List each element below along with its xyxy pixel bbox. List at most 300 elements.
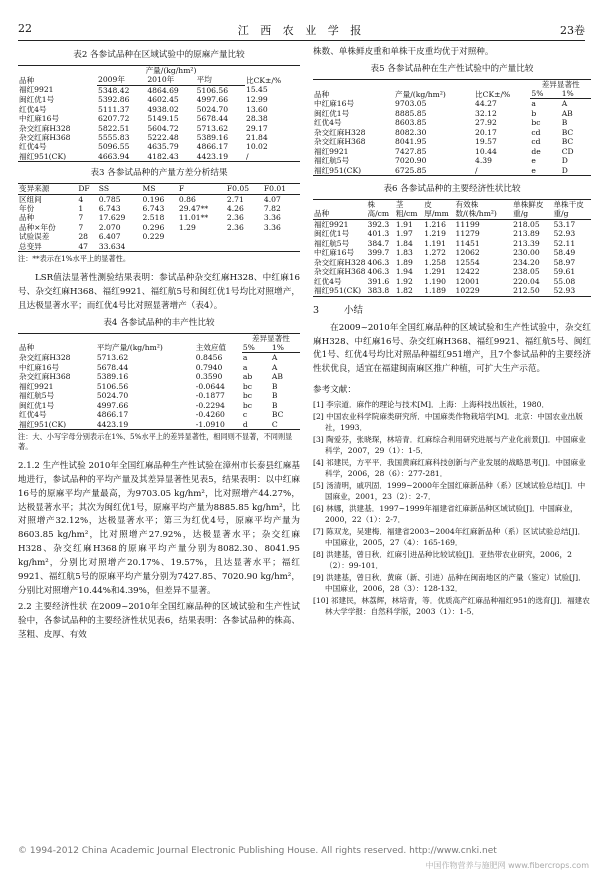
table-cell: 杂交红麻H328 [19,353,71,363]
table-cell: 福红航5号 [314,156,350,166]
table4-header-1: 1% [271,343,300,353]
table-cell: 220.04 [513,276,540,286]
table-cell: cd [531,137,541,147]
table-cell: 0.8456 [195,353,223,363]
table-cell: 1.94 [395,267,413,277]
table-cell: 1.91 [395,219,413,229]
table-cell: 红优4号 [19,410,47,420]
table-cell: 401.3 [367,229,390,239]
section-2-1-2 [18,460,300,599]
table-cell: 中红麻16号 [314,248,355,258]
table-cell: A [271,362,278,372]
table-cell: 12422 [455,267,480,277]
table-cell: 杂交红麻H368 [19,132,71,142]
table-cell: 0.296 [142,222,165,232]
table-cell: 8885.85 [395,108,427,118]
table-cell: 1.89 [395,257,413,267]
table-cell: 32.12 [475,108,497,118]
table-cell: 4182.43 [147,151,179,161]
table-cell: e [531,165,536,175]
table-row [313,118,591,127]
table-cell: ab [242,372,253,382]
table-cell: 福红9921 [314,219,349,229]
table-cell: 58.49 [553,248,576,258]
section-2-1-2-text: 2010年全国红麻品种生产性试验在漳州市长泰县红麻基地进行，参试品种的平均产量及其差异显著性见表5，结果表明：以中红麻16号的原麻平均产量最高，为9703.05 kg/hm²，比对照增产44.27%，达极显著水平；其次为闽红优1号，原麻平均产量为8885.85 kg/hm²，比对照增产32.12%，达极显著水平；第三为红优4号，原麻平均产量为8603.85 kg/hm²，比对照增产27.92%，达极显著水平；杂交红麻H328、杂交红麻H368的原麻平均产量分别为8082.30、8041.95 kg/hm²，分别比对照增产20.17%、19.57%，且达显著水平；福红9921、福红航5号的原麻平均产量分别为7427.85、7020.90 kg/hm²，分别比对照增产10.44%和4.39%，但差异不显著。 [18,460,301,597]
table-cell: 1.29 [178,222,196,232]
table-cell: 218.05 [513,219,540,229]
table-cell: -1.0910 [195,419,225,429]
table-cell: 1.272 [424,248,446,258]
table-cell: 4 [78,194,84,204]
table4-header-yield: 平均产量/(kg/hm²) [96,343,163,353]
table-row [18,213,300,222]
table5 [313,79,591,177]
table-cell: 闽红优1号 [19,95,55,105]
table-row [313,99,591,109]
table3-caption: 表3 各参试品种的产量方差分析结果 [90,168,228,179]
reference-item: [8] 洪建基，曾日秋．红麻引进品种比较试验[J]．亚热带农业研究，2006，2（2）：99-101． [313,549,572,570]
table-cell: 230.00 [513,248,540,258]
table-cell: 福红951(CK) [314,165,362,175]
table-cell: 399.7 [367,248,390,258]
reference-item: [3] 陶爱芬，张晓琛，林培青．红麻综合利用研究进展与产业化前景[J]．中国麻业科学，2007，29（1）：1-5． [313,434,586,455]
table-cell [178,242,226,252]
table-header-cell: DF [77,184,97,194]
table5-header-sig: 差异显著性 [541,79,580,89]
table-cell: 59.61 [553,267,576,277]
table-cell: 7 [78,222,84,232]
table-cell: BC [271,410,284,420]
table-cell: 4.39 [475,156,492,166]
table3 [18,183,300,252]
table-row [18,382,300,391]
table-header-cell: 茎粗/cm [395,199,423,219]
table-cell: 5678.44 [196,114,229,124]
table3-note: 注：**表示在1%水平上的显著性。 [18,254,131,264]
table-row [313,156,591,165]
table-cell: 5389.16 [96,372,129,382]
table-cell: 5149.15 [147,114,179,124]
table-cell: 红优4号 [19,142,47,152]
table-row [313,258,591,267]
table-cell: B [271,381,278,391]
table6 [313,199,591,297]
table-cell: / [245,151,249,161]
table-row [313,286,591,296]
table-cell: 44.27 [475,99,497,109]
table-cell: 2.070 [98,222,121,232]
table-row [18,133,300,142]
table-cell: 0.86 [178,194,196,204]
table-cell: 5096.55 [98,142,130,152]
table-row [313,109,591,118]
table-row [313,147,591,156]
table-cell: 0.3590 [195,372,223,382]
table5-header-1: 1% [561,89,591,99]
right-column [313,46,591,618]
table4-header-sig: 差异显著性 [251,333,290,343]
table-cell: 福红951(CK) [19,419,67,429]
table-row [313,267,591,276]
table-cell: 19.57 [475,137,497,147]
table-cell: 20.17 [475,127,497,137]
table-cell: 4866.17 [96,410,129,420]
table-cell: B [271,391,278,401]
reference-item: [5] 汤清明，戚巩固．1999~2000年全国红麻新品种（系）区域试验总结[J]．中国麻业，2001，23（2）：2-7． [313,480,586,501]
table-cell: b [531,108,537,118]
reference-item: [10] 祁建民，林荔辉，林培青，等．优质高产红麻品种福红951的选育[J]．福建农林大学学报：自然科学版，2003（1）：1-5． [313,595,590,616]
reference-item: [4] 祁建民，方平平．我国黄麻红麻科技创新与产业发展的战略思考[J]．中国麻业科学，2006，28（6）：277-281． [313,457,586,478]
table2-header-ratio: 比CK±/% [245,75,282,85]
table-cell: 5024.70 [96,391,129,401]
table-cell: 406.3 [367,267,390,277]
table-cell: 杂交红麻H368 [314,137,366,147]
table-cell: 杂交红麻H328 [314,257,366,267]
table-cell: 0.7940 [195,362,223,372]
table-cell: 5106.56 [96,381,129,391]
section-3-number: 3 [313,304,320,316]
table-cell [226,242,263,252]
table-cell [226,232,263,241]
table-cell: 28 [78,232,88,242]
section-3-title: 小结 [344,304,364,316]
table-cell: D [561,156,568,166]
table-header-cell: 品种 [313,199,367,219]
table-cell: 12001 [455,276,480,286]
table-cell: 1.190 [424,276,446,286]
table-cell [263,242,300,252]
table-cell: 8603.85 [395,118,427,128]
table-cell: 383.8 [367,286,390,296]
table-cell: BC [561,127,574,137]
table-cell: 中红麻16号 [314,99,355,109]
table-cell: 392.3 [367,219,390,229]
table6-caption: 表6 各参试品种的主要经济性状比较 [383,184,521,195]
table-cell: 闽红优1号 [19,400,55,410]
table-cell: CD [561,146,574,156]
table-header-cell: F0.01 [263,184,300,194]
reference-item: [6] 林娜，洪建基．1997~1999年福建省红麻新品种区域试验[J]．中国麻业，2000，22（1）：2-7． [313,503,578,524]
table-cell: AB [271,372,283,382]
table-cell: 12062 [455,248,480,258]
table-cell: 4663.94 [98,151,130,161]
reference-item: [1] 李宗道．麻作的理论与技术[M]．上海：上海科技出版社，1980． [313,399,550,409]
table2-header-2010: 2010年 [146,75,195,85]
table-cell [263,232,300,241]
table-cell: 6725.85 [395,165,427,175]
table-row [18,223,300,232]
table-cell: 杂交红麻H368 [314,267,366,277]
table-cell [178,232,226,241]
table-cell: 5713.62 [96,353,129,363]
table-row [18,85,300,95]
table-cell: 6.743 [98,204,121,213]
table-cell: 47 [78,241,88,251]
table-cell: 福红9921 [314,146,349,156]
table-cell: 238.05 [513,267,540,277]
table-cell: 10.02 [245,142,268,152]
table-cell: d [242,419,248,429]
table-cell: 53.17 [553,219,576,229]
table2-header-yield: 产量/(kg/hm²) [145,65,197,75]
table-header-cell: SS [98,184,142,194]
table4-header-5: 5% [242,343,271,353]
table2-header-variety: 品种 [19,75,35,85]
table5-header-yield: 产量/(kg/hm²) [395,89,446,99]
table-cell: 福红航5号 [314,238,350,248]
table-cell: 4602.45 [147,95,179,105]
table-cell: 福红9921 [19,381,54,391]
table-cell: 4997.66 [96,400,129,410]
table-cell: 10.44 [475,146,497,156]
table-cell: 11451 [455,238,480,248]
table-cell: 29.17 [245,123,268,133]
table-cell: 11279 [455,229,480,239]
table-cell: 33.634 [98,241,126,251]
table-cell: 0.196 [142,194,165,204]
table-cell: 中红麻16号 [19,114,60,124]
table-header-cell: 单株鲜皮重/g [512,199,552,219]
journal-title: 江 西 农 业 学 报 [237,24,366,37]
table-cell: / [475,165,478,175]
table-cell: 0.229 [142,232,165,242]
continued-paragraph: 株数、单株鲜皮重和单株干皮重均优于对照种。 [313,47,494,57]
table-cell: 21.84 [245,132,268,142]
table-cell: 1.189 [424,286,446,296]
table-cell: 11199 [455,219,480,229]
table-row [18,372,300,381]
table-cell: 58.97 [553,257,576,267]
table-cell: 4.26 [226,204,244,213]
section-2-1-2-title: 生产性试验 [42,460,86,471]
table-header-cell: MS [142,184,178,194]
table-row [18,124,300,133]
table-cell: 1.83 [395,248,413,258]
table-cell: 5111.37 [98,104,130,114]
table-cell: A [271,353,278,363]
table-cell: cd [531,127,541,137]
reference-item: [9] 洪建基，曾日秋．黄麻（新、引进）品种在闽南地区的产量（鉴定）试验[J]．中国麻业，2006，28（3）：128-132． [313,572,586,593]
watermark: 中国作物营养与施肥网 www.fibercrops.com [425,861,589,870]
table-cell: 52.93 [553,286,576,296]
table-row [18,242,300,252]
table-cell: 红优4号 [314,276,342,286]
table-cell: bc [242,381,252,391]
table-row [18,410,300,419]
table-cell: 4938.02 [147,104,179,114]
table-cell: -0.0644 [195,381,225,391]
table-cell: 品种×年份 [19,222,56,232]
table-row [18,420,300,430]
references-list [313,399,591,617]
table-cell: 福红951(CK) [314,286,362,296]
table-cell: a [242,362,248,372]
table-cell: 4423.19 [196,151,229,161]
table-cell: 4864.69 [147,85,179,95]
page-header [18,22,585,38]
table-cell: 3.36 [263,222,281,232]
table-cell: bc [242,391,252,401]
table4-header-effect: 主效应值 [195,343,227,353]
table-cell: 总变异 [19,241,42,251]
table-cell: 29.47** [178,204,209,213]
table4 [18,333,300,431]
table-header-cell: F0.05 [226,184,263,194]
table-cell: -0.2294 [195,400,225,410]
table-cell: -0.4260 [195,410,225,420]
table-cell: c [242,410,248,420]
table-cell: 55.08 [553,276,576,286]
table-row [18,401,300,410]
table-cell: 5822.51 [98,123,130,133]
table-cell: B [271,400,278,410]
table-cell: 9703.05 [395,99,427,109]
table-cell: 6.743 [142,204,165,213]
table-cell: 1.219 [424,229,446,239]
table-cell: 8041.95 [395,137,427,147]
table-header-cell: F [178,184,226,194]
table-cell: 52.93 [553,229,576,239]
table-header-cell: 有效株数/(株/hm²) [455,199,513,219]
table-cell: 8082.30 [395,127,427,137]
table-cell: a [242,353,248,363]
table-row [18,142,300,151]
table-cell: 中红麻16号 [19,362,60,372]
table-cell: 试验误差 [19,232,50,242]
table-cell: 2.518 [142,213,165,223]
table-cell: 10229 [455,286,480,296]
table-cell: 0.785 [98,194,121,204]
reference-item: [7] 陈双龙，吴建梅．福建省2003~2004年红麻新品种（系）区试试验总结[J]．中国麻业，2005，27（4）：165-169． [313,526,586,547]
table-row [313,166,591,176]
table-cell: 4635.79 [147,142,179,152]
table-cell: 1.97 [395,229,413,239]
table-cell: bc [242,400,252,410]
references-title: 参考文献： [313,385,356,396]
table-cell: 234.20 [513,257,540,267]
table-cell: 杂交红麻H328 [19,123,71,133]
table2 [18,65,300,163]
table-cell: 4423.19 [96,419,129,429]
table-cell: 1.82 [395,286,413,296]
table-row [18,363,300,372]
section-2-2-number: 2.2 [18,602,32,612]
table-cell: 品种 [19,213,35,223]
table-row [18,204,300,213]
table-cell: e [531,156,536,166]
header-rule [18,40,585,41]
table-cell: 11.01** [178,213,209,223]
table-cell: 1.92 [395,276,413,286]
table-cell: 384.7 [367,238,390,248]
table-row [313,137,591,146]
table-cell: 1.84 [395,238,413,248]
table-cell: 406.3 [367,257,390,267]
table-row [18,353,300,363]
table-cell: 4997.66 [196,95,229,105]
table5-header-variety: 品种 [314,89,330,99]
table-cell: 27.92 [475,118,497,128]
lsr-paragraph: LSR值法显著性测验结果表明：参试品种杂交红麻H328、中红麻16号、杂交红麻H368、福红9921、福红航5号和闽红优1号均比对照增产，且达极显著水平；而红优4号比对照显著增产（表4）。 [18,273,300,311]
table-row [313,229,591,238]
table-cell: 闽红优1号 [314,108,350,118]
table-row [18,194,300,204]
table-cell: 5024.70 [196,104,229,114]
table-row [313,277,591,286]
table-header-cell: 皮厚/mm [423,199,454,219]
page-number-left: 22 [18,22,32,35]
table-cell: 7.82 [263,204,281,213]
table-row [313,219,591,229]
table-row [313,239,591,248]
table-cell: 2.36 [226,213,244,223]
table-cell: 5348.42 [98,85,130,95]
table-header-cell: 单株干皮重/g [552,199,591,219]
left-column [18,46,300,645]
table-cell: 红优4号 [314,118,342,128]
table-cell: de [531,146,541,156]
table-cell: 213.89 [513,229,540,239]
table-cell: A [561,99,568,109]
copyright-footer: © 1994-2012 China Academic Journal Electronic Publishing House. All rights reserved. http://www.cnki.net [18,846,497,856]
table-cell: 17.629 [98,213,126,223]
table-row [18,152,300,162]
table-cell: 杂交红麻H328 [314,127,366,137]
table-cell: 15.45 [245,85,268,95]
table-cell: BC [561,137,574,147]
table-cell: a [531,99,536,109]
table4-note: 注：大、小写字母分别表示在1%、5%水平上的差异显著性，相同则不显著，不同则显著。 [18,432,293,452]
table-cell [142,242,178,252]
table-cell: 52.11 [553,238,576,248]
table-cell: 1.258 [424,257,446,267]
table-cell: 6207.72 [98,114,130,124]
table-cell: 杂交红麻H368 [19,372,71,382]
table5-header-5: 5% [530,89,560,99]
table-row [18,114,300,123]
section-2-2 [18,601,300,643]
section-3-heading [313,305,591,318]
table-cell: 1.291 [424,267,446,277]
table-cell: 4866.17 [196,142,229,152]
table2-header-avg: 平均 [196,75,245,85]
table4-header-variety: 品种 [19,343,35,353]
table-row [18,232,300,241]
table-cell: 福红951(CK) [19,151,67,161]
table-cell: 1.216 [424,219,446,229]
table-row [18,105,300,114]
reference-item: [2] 中国农业科学院麻类研究所．中国麻类作物栽培学[M]．北京：中国农业出版社，1993． [313,411,583,432]
table-cell: 年份 [19,204,35,213]
table2-caption: 表2 各参试品种在区域试验中的原麻产量比较 [73,50,245,60]
table5-header-ratio: 比CK±/% [475,89,511,99]
table-cell: 5555.83 [98,132,130,142]
table-row [313,248,591,257]
table-cell: 12554 [455,257,480,267]
table-cell: 7427.85 [395,146,427,156]
table-cell: 区组间 [19,194,42,204]
table-cell: 28.38 [245,114,268,124]
table-cell: 5222.48 [147,132,179,142]
table-cell: 6.407 [98,232,121,242]
table-cell: 4.07 [263,194,281,204]
section-3-text: 在2009~2010年全国红麻品种的区域试验和生产性试验中，杂交红麻H328、中红麻16号、杂交红麻H368、福红9921、福红航5号、闽红优1号、红优4号均比对照品种福红951增产，且7个参试品种的主要经济性状优良，适宜在福建闽南麻区推广种植，可扩大生产示范。 [313,322,591,375]
section-2-2-text: 在2009~2010年全国红麻品种的区域试验和生产性试验中，各参试品种的主要经济性状见表6，结果表明：各参试品种的株高、茎粗、皮厚、有效 [18,602,300,640]
table-cell: 5713.62 [196,123,229,133]
table-cell: C [271,419,278,429]
table-cell: AB [561,108,573,118]
table-cell: 13.60 [245,104,268,114]
